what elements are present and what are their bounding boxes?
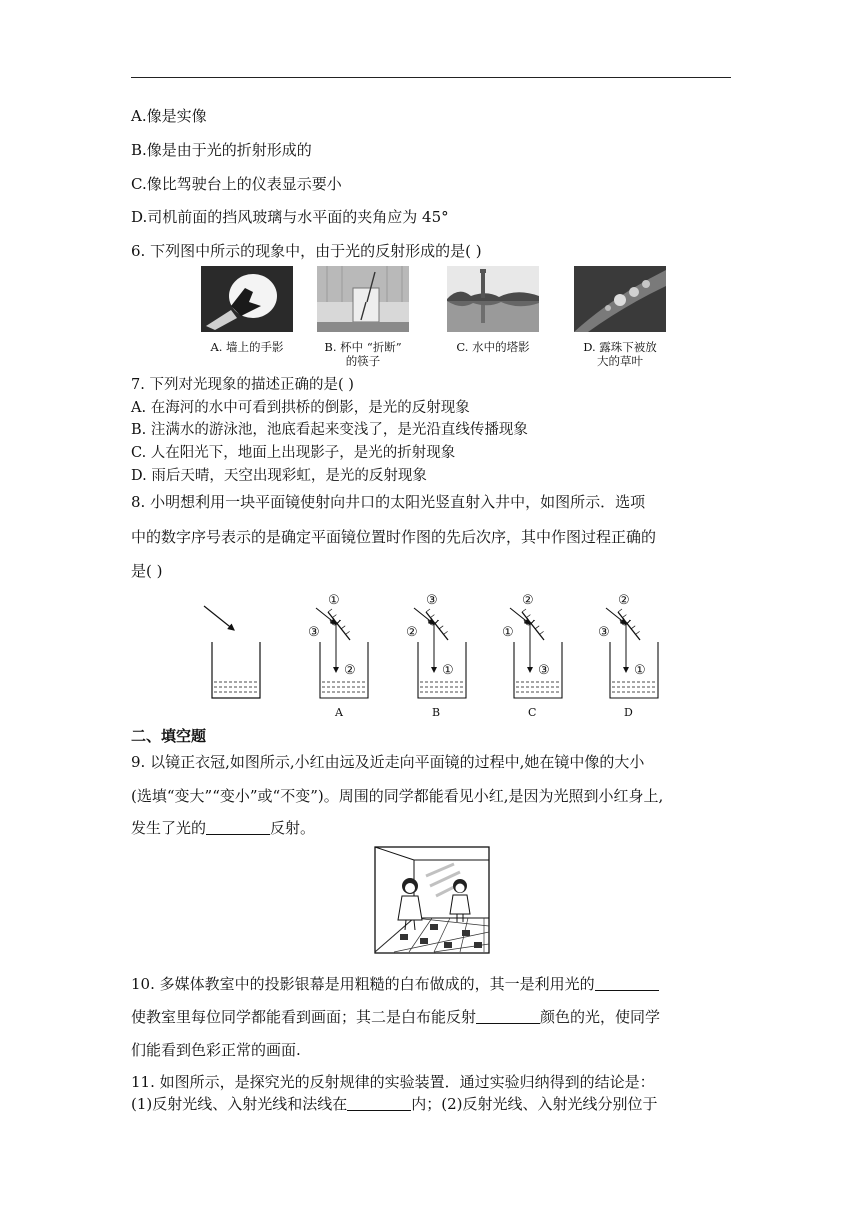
q6-caption-b: B. 杯中 “折断” 的筷子 <box>324 340 402 368</box>
step-marker-top: ① <box>328 593 340 608</box>
mirror-hatch <box>535 626 539 629</box>
mirror-line <box>618 612 640 640</box>
step-marker-left: ③ <box>598 625 610 640</box>
hand-shadow-photo <box>201 266 293 332</box>
dewdrop-leaf-photo <box>574 266 666 332</box>
original-well-figure <box>204 606 260 698</box>
q7-option-a: A. 在海河的水中可看到拱桥的倒影，是光的反射现象 <box>131 400 470 416</box>
mirror-hatch <box>526 615 530 618</box>
q7-stem: 7. 下列对光现象的描述正确的是( ) <box>131 377 354 393</box>
mirror-hatch <box>540 631 544 634</box>
step-marker-bottom: ③ <box>538 663 550 678</box>
mirror-hatch <box>439 626 443 629</box>
step-marker-top: ③ <box>426 593 438 608</box>
q8-line-1: 8. 小明想利用一块平面镜使射向井口的太阳光竖直射入井中，如图所示．选项 <box>131 493 646 511</box>
mirror-hatch <box>430 615 434 618</box>
incident-ray <box>510 608 530 624</box>
option-diagram-b <box>406 593 466 698</box>
q5-option-b: B.像是由于光的折射形成的 <box>131 141 312 159</box>
step-marker-left: ① <box>502 625 514 640</box>
q6-caption-a: A. 墙上的手影 <box>210 340 284 354</box>
mirror-hatch <box>622 615 626 618</box>
mirror-hatch <box>426 609 430 612</box>
q10-line-2: 使教室里每位同学都能看到画面；其二是白布能反射 颜色的光，使同学 <box>131 1008 661 1026</box>
q9-blank[interactable] <box>206 820 270 835</box>
q9-line-2: (选填“变大”“变小”或“不变”)。周围的同学都能看见小红,是因为光照到小红身上, <box>131 787 664 805</box>
q7-option-d: D. 雨后天晴，天空出现彩虹，是光的反射现象 <box>131 468 427 484</box>
q6-stem: 6. 下列图中所示的现象中，由于光的反射形成的是( ) <box>131 242 482 260</box>
mirror-line <box>426 612 448 640</box>
step-marker-left: ③ <box>308 625 320 640</box>
option-diagram-a <box>308 593 368 698</box>
option-label-d: D <box>624 706 633 719</box>
step-marker-left: ② <box>406 625 418 640</box>
mirror-hatch <box>332 615 336 618</box>
step-marker-bottom: ① <box>634 663 646 678</box>
q5-option-c: C.像比驾驶台上的仪表显示要小 <box>131 175 342 193</box>
mirror-hatch <box>444 631 448 634</box>
mirror-hatch <box>618 609 622 612</box>
q5-option-a: A.像是实像 <box>131 107 207 125</box>
option-label-c: C <box>528 706 537 719</box>
q9-line-1: 9. 以镜正衣冠,如图所示,小红由远及近走向平面镜的过程中,她在镜中像的大小 <box>131 753 645 771</box>
q8-line-2: 中的数字序号表示的是确定平面镜位置时作图的先后次序，其中作图过程正确的 <box>131 528 657 546</box>
mirror-construction-diagram <box>190 590 670 720</box>
step-marker-bottom: ① <box>442 663 454 678</box>
incident-ray <box>414 608 434 624</box>
mirror-hatch <box>346 631 350 634</box>
option-label-b: B <box>432 706 441 719</box>
option-diagram-c <box>502 593 562 698</box>
q10-line-3: 们能看到色彩正常的画面. <box>131 1041 301 1059</box>
incident-ray <box>606 608 626 624</box>
mirror-line <box>522 612 544 640</box>
incident-ray <box>316 608 336 624</box>
header-rule <box>131 77 731 78</box>
q10-line-1: 10. 多媒体教室中的投影银幕是用粗糙的白布做成的，其一是利用光的 <box>131 974 659 994</box>
q7-option-b: B. 注满水的游泳池，池底看起来变浅了，是光沿直线传播现象 <box>131 422 528 438</box>
step-marker-top: ② <box>522 593 534 608</box>
option-label-a: A <box>335 706 343 719</box>
mirror-hatch <box>341 626 345 629</box>
q10-blank-2[interactable] <box>476 1009 540 1024</box>
step-marker-bottom: ② <box>344 663 356 678</box>
mirror-girl-illustration <box>374 846 490 954</box>
mirror-hatch <box>522 609 526 612</box>
q5-option-d: D.司机前面的挡风玻璃与水平面的夹角应为 45° <box>131 208 449 226</box>
q10-blank-1[interactable] <box>595 976 659 991</box>
mirror-hatch <box>328 609 332 612</box>
step-marker-top: ② <box>618 593 630 608</box>
q11-line-2: (1)反射光线、入射光线和法线在 内；(2)反射光线、入射光线分别位于 <box>131 1095 658 1113</box>
q8-line-3: 是( ) <box>131 562 163 580</box>
q11-line-1: 11. 如图所示，是探究光的反射规律的实验装置．通过实验归纳得到的结论是： <box>131 1073 655 1091</box>
tower-reflection-photo <box>447 266 539 332</box>
q6-caption-c: C. 水中的塔影 <box>456 340 530 354</box>
q6-caption-d: D. 露珠下被放 大的草叶 <box>583 340 657 368</box>
chopsticks-cup-photo <box>317 266 409 332</box>
option-diagram-d <box>598 593 658 698</box>
mirror-hatch <box>636 631 640 634</box>
mirror-hatch <box>631 626 635 629</box>
q9-line-3: 发生了光的 反射。 <box>131 819 316 837</box>
q7-option-c: C. 人在阳光下，地面上出现影子，是光的折射现象 <box>131 445 456 461</box>
q11-blank-1[interactable] <box>347 1096 411 1111</box>
mirror-line <box>328 612 350 640</box>
section-heading: 二、填空题 <box>131 727 207 745</box>
